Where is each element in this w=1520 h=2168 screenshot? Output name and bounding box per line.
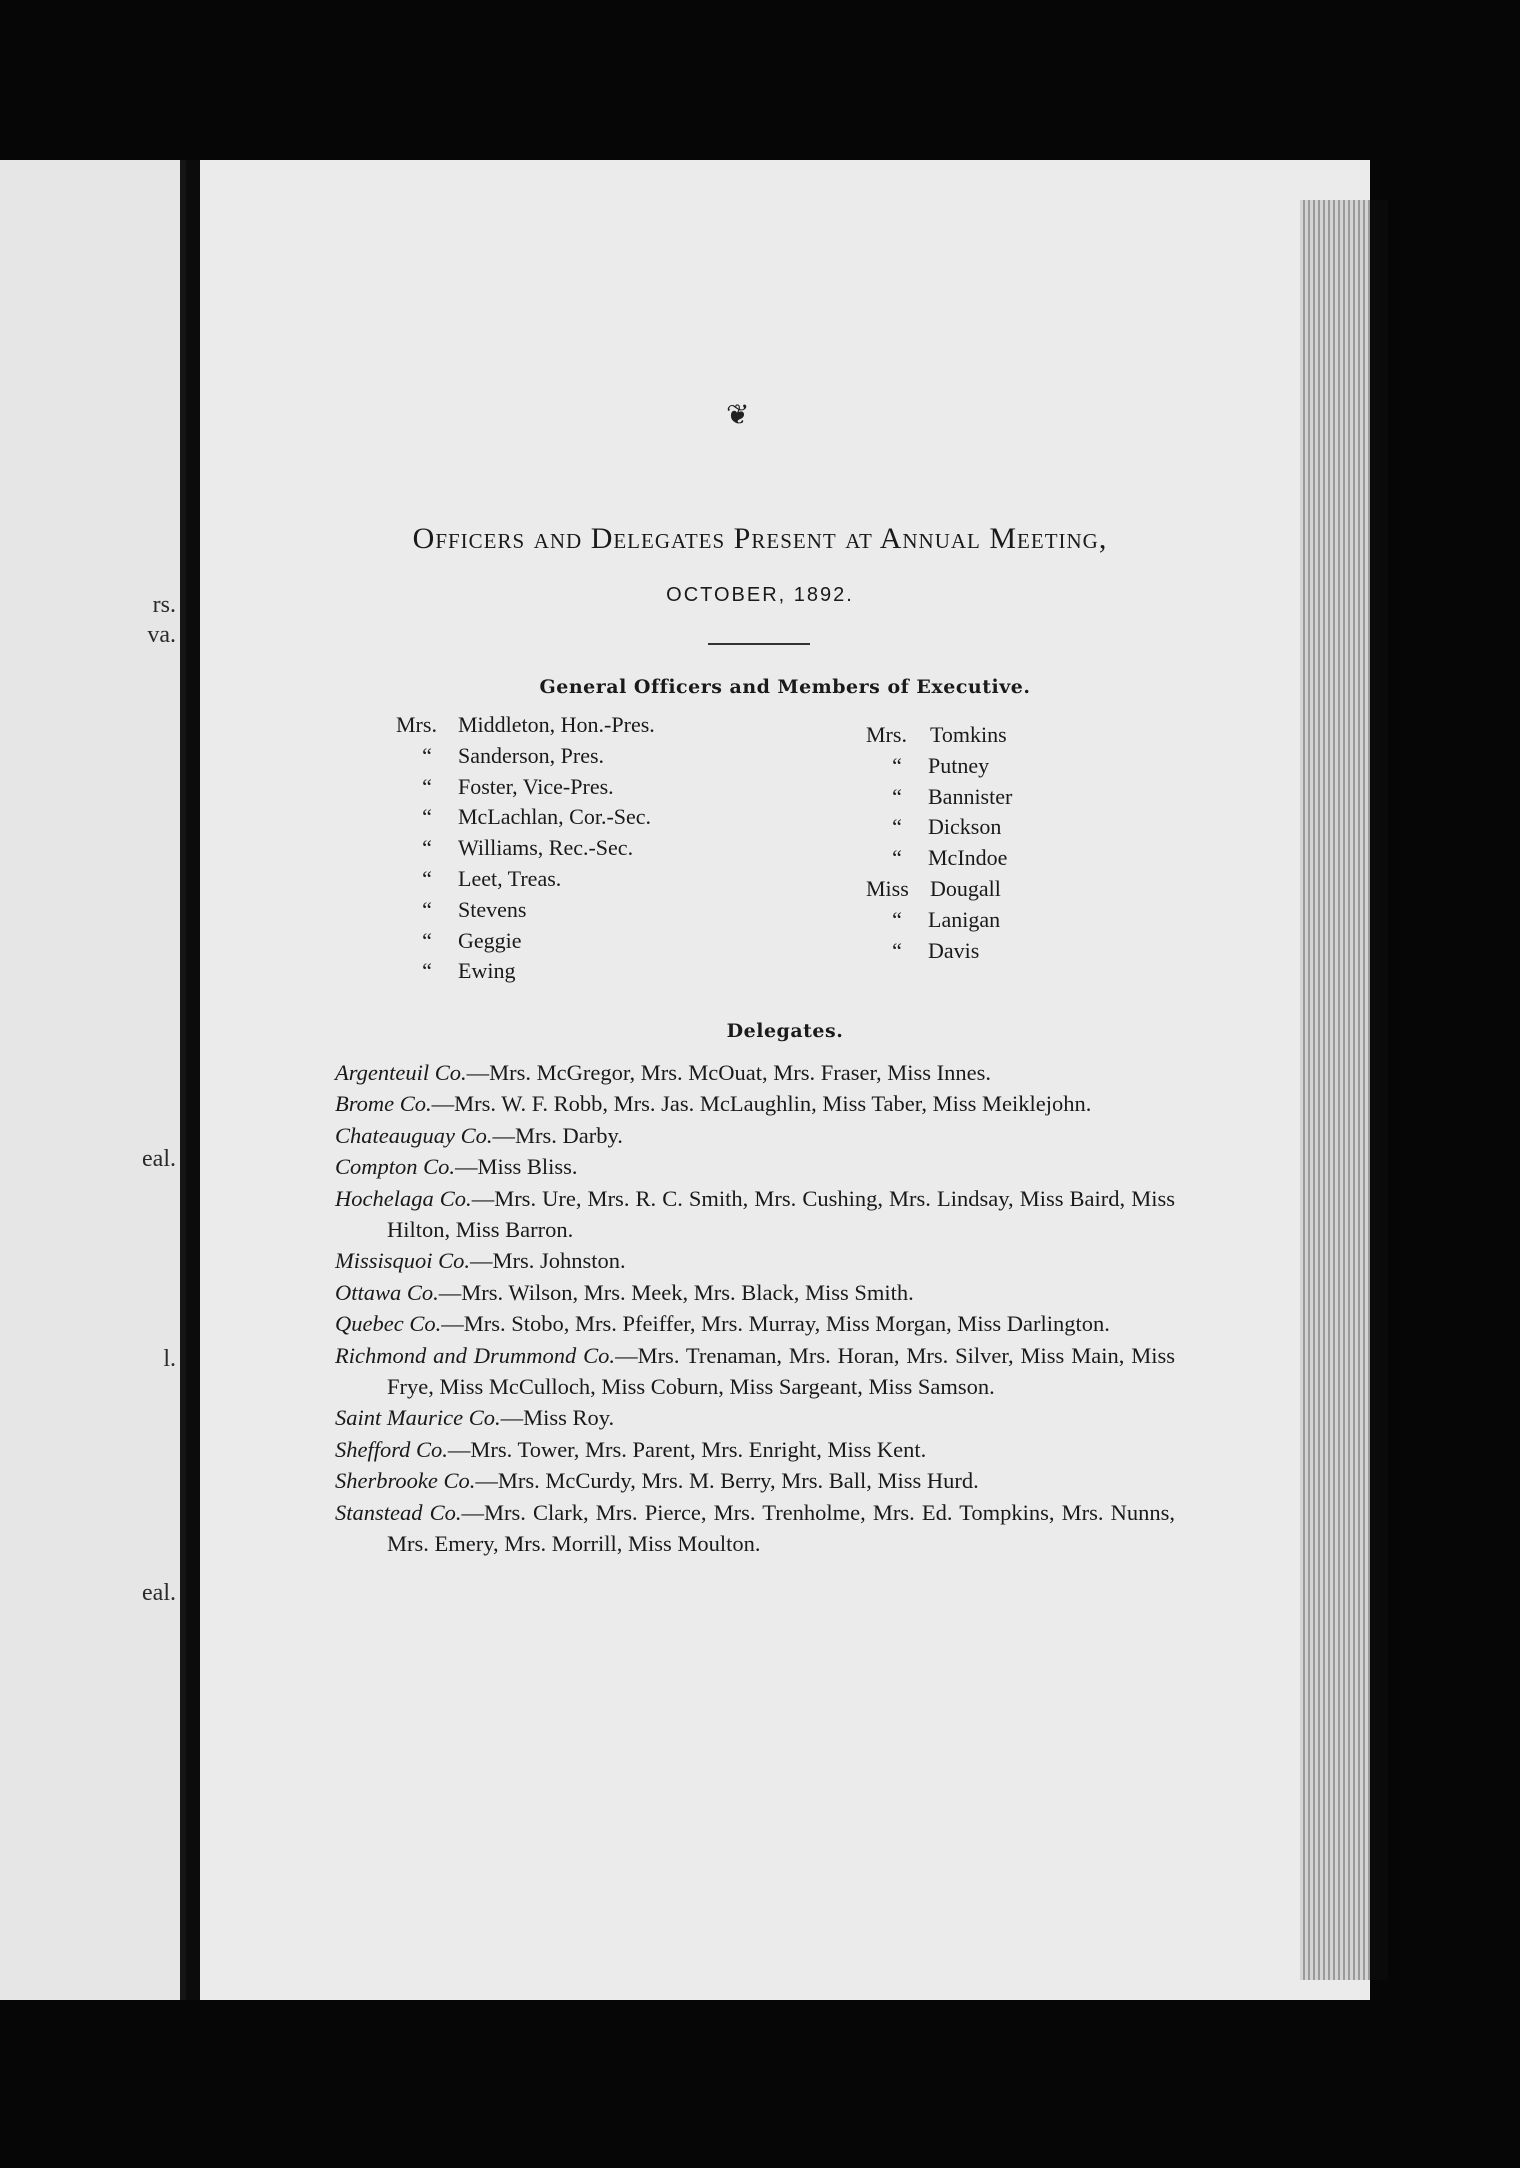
page-title: Officers and Delegates Present at Annual Meeting,	[412, 522, 1108, 555]
officer-row	[866, 843, 1012, 874]
officers-heading: General Officers and Members of Executive.	[539, 676, 1031, 698]
book-gutter	[186, 160, 200, 2000]
delegate-entry	[335, 1465, 1175, 1496]
delegate-entry	[335, 1183, 1175, 1246]
officer-prefix: “	[892, 752, 902, 778]
officer-row	[866, 782, 1012, 813]
fragment-text: l.	[163, 1346, 176, 1372]
officer-name: Middleton, Hon.-Pres.	[458, 712, 655, 737]
delegate-entry	[335, 1151, 1175, 1182]
officer-name: McIndoe	[928, 845, 1008, 871]
delegate-names: —Mrs. Tower, Mrs. Parent, Mrs. Enright, Miss Kent.	[447, 1436, 927, 1462]
county-name: Missisquoi Co.	[335, 1248, 471, 1274]
delegates-list	[335, 1057, 1175, 1560]
officer-row	[396, 772, 655, 803]
officer-row	[866, 905, 1012, 936]
officer-name: Lanigan	[928, 906, 1001, 932]
delegate-names: —Miss Roy.	[500, 1405, 615, 1431]
delegate-names: —Mrs. W. F. Robb, Mrs. Jas. McLaughlin, Miss Taber, Miss Meiklejohn.	[431, 1091, 1092, 1117]
delegate-names: —Mrs. McCurdy, Mrs. M. Berry, Mrs. Ball, Miss Hurd.	[475, 1468, 979, 1494]
officer-prefix: Mrs.	[396, 712, 437, 737]
officer-name: McLachlan, Cor.-Sec.	[458, 804, 652, 830]
fragment-text: va.	[147, 622, 176, 648]
officer-row	[866, 720, 1012, 751]
officer-prefix: “	[422, 742, 432, 768]
officer-name: Davis	[928, 937, 980, 963]
title-rule	[708, 643, 810, 645]
delegate-entry	[335, 1340, 1175, 1403]
officer-prefix: “	[892, 814, 902, 840]
officer-name: Geggie	[458, 927, 522, 953]
officers-left-column	[396, 710, 655, 987]
delegate-names: —Mrs. Stobo, Mrs. Pfeiffer, Mrs. Murray, Miss Morgan, Miss Darlington.	[441, 1311, 1110, 1337]
meeting-date: OCTOBER, 1892.	[666, 584, 854, 606]
county-name: Chateauguay Co.	[335, 1122, 493, 1148]
county-name: Ottawa Co.	[335, 1279, 439, 1305]
officer-row	[396, 956, 655, 987]
delegate-names: —Miss Bliss.	[455, 1154, 578, 1180]
officer-name: Leet, Treas.	[458, 865, 562, 891]
county-name: Stanstead Co.	[335, 1499, 462, 1525]
officer-prefix: “	[892, 937, 902, 963]
officer-prefix: “	[892, 906, 902, 932]
ornament-icon: ❦	[726, 400, 750, 431]
delegate-names: —Mrs. McGregor, Mrs. McOuat, Mrs. Fraser, Miss Innes.	[466, 1060, 992, 1085]
delegate-entry	[335, 1245, 1175, 1276]
officer-prefix: “	[422, 835, 432, 861]
county-name: Quebec Co.	[335, 1311, 442, 1337]
facing-page-fragment	[0, 160, 186, 2000]
officer-row	[866, 812, 1012, 843]
officers-right-column	[866, 720, 1012, 966]
officer-name: Dougall	[930, 875, 1001, 901]
officer-prefix: “	[422, 927, 432, 953]
delegate-entry	[335, 1277, 1175, 1308]
officer-name: Bannister	[928, 783, 1013, 809]
county-name: Argenteuil Co.	[335, 1060, 467, 1085]
officer-prefix: “	[422, 773, 432, 799]
officer-name: Ewing	[458, 958, 516, 984]
fragment-text: eal.	[142, 1580, 176, 1606]
officer-prefix: “	[422, 958, 432, 984]
delegate-entry	[335, 1088, 1175, 1119]
officer-name: Dickson	[928, 814, 1002, 840]
delegate-names: —Mrs. Johnston.	[470, 1248, 626, 1274]
delegate-entry	[335, 1120, 1175, 1151]
delegate-names: —Mrs. Trenaman, Mrs. Horan, Mrs. Silver, Miss Main, Miss Frye, Miss McCulloch, Miss Coburn, Miss Sargeant, Miss Samson.	[387, 1342, 1175, 1400]
officer-row	[396, 864, 655, 895]
officer-prefix: “	[892, 845, 902, 871]
officer-name: Williams, Rec.-Sec.	[458, 835, 634, 861]
officer-prefix: “	[422, 865, 432, 891]
delegate-entry	[335, 1402, 1175, 1433]
officer-name: Tomkins	[930, 722, 1007, 747]
delegate-names: —Mrs. Clark, Mrs. Pierce, Mrs. Trenholme, Mrs. Ed. Tompkins, Mrs. Nunns, Mrs. Emery, Mrs. Morrill, Miss Moulton.	[387, 1499, 1175, 1557]
officer-row	[396, 926, 655, 957]
delegate-entry	[335, 1057, 1175, 1088]
county-name: Saint Maurice Co.	[335, 1405, 501, 1431]
county-name: Richmond and Drummond Co.	[335, 1342, 616, 1368]
page-edge-stack	[1300, 200, 1370, 1980]
officer-row	[396, 741, 655, 772]
officer-name: Sanderson, Pres.	[458, 742, 605, 768]
officer-prefix: Mrs.	[866, 722, 907, 747]
officer-prefix: “	[422, 804, 432, 830]
page-edge-shadow	[1370, 200, 1388, 1980]
officer-row	[396, 802, 655, 833]
officer-prefix: “	[422, 896, 432, 922]
officer-name: Putney	[928, 752, 990, 778]
officer-name: Foster, Vice-Pres.	[458, 773, 614, 799]
delegate-entry	[335, 1497, 1175, 1560]
officer-row	[396, 710, 655, 741]
county-name: Brome Co.	[335, 1091, 432, 1117]
county-name: Hochelaga Co.	[335, 1185, 472, 1211]
officer-prefix: “	[892, 783, 902, 809]
officer-row	[866, 874, 1012, 905]
officer-name: Stevens	[458, 896, 527, 922]
delegates-heading: Delegates.	[726, 1020, 844, 1042]
officer-row	[396, 833, 655, 864]
county-name: Sherbrooke Co.	[335, 1468, 476, 1494]
county-name: Compton Co.	[335, 1154, 456, 1180]
officer-row	[396, 895, 655, 926]
delegate-names: —Mrs. Darby.	[492, 1122, 623, 1148]
delegate-entry	[335, 1308, 1175, 1339]
delegate-names: —Mrs. Ure, Mrs. R. C. Smith, Mrs. Cushing, Mrs. Lindsay, Miss Baird, Miss Hilton, Miss Barron.	[387, 1185, 1175, 1243]
officer-row	[866, 936, 1012, 967]
fragment-text: rs.	[152, 592, 176, 618]
delegate-names: —Mrs. Wilson, Mrs. Meek, Mrs. Black, Miss Smith.	[438, 1279, 914, 1305]
county-name: Shefford Co.	[335, 1436, 448, 1462]
fragment-text: eal.	[142, 1146, 176, 1172]
officer-row	[866, 751, 1012, 782]
delegate-entry	[335, 1434, 1175, 1465]
officer-prefix: Miss	[866, 875, 909, 901]
